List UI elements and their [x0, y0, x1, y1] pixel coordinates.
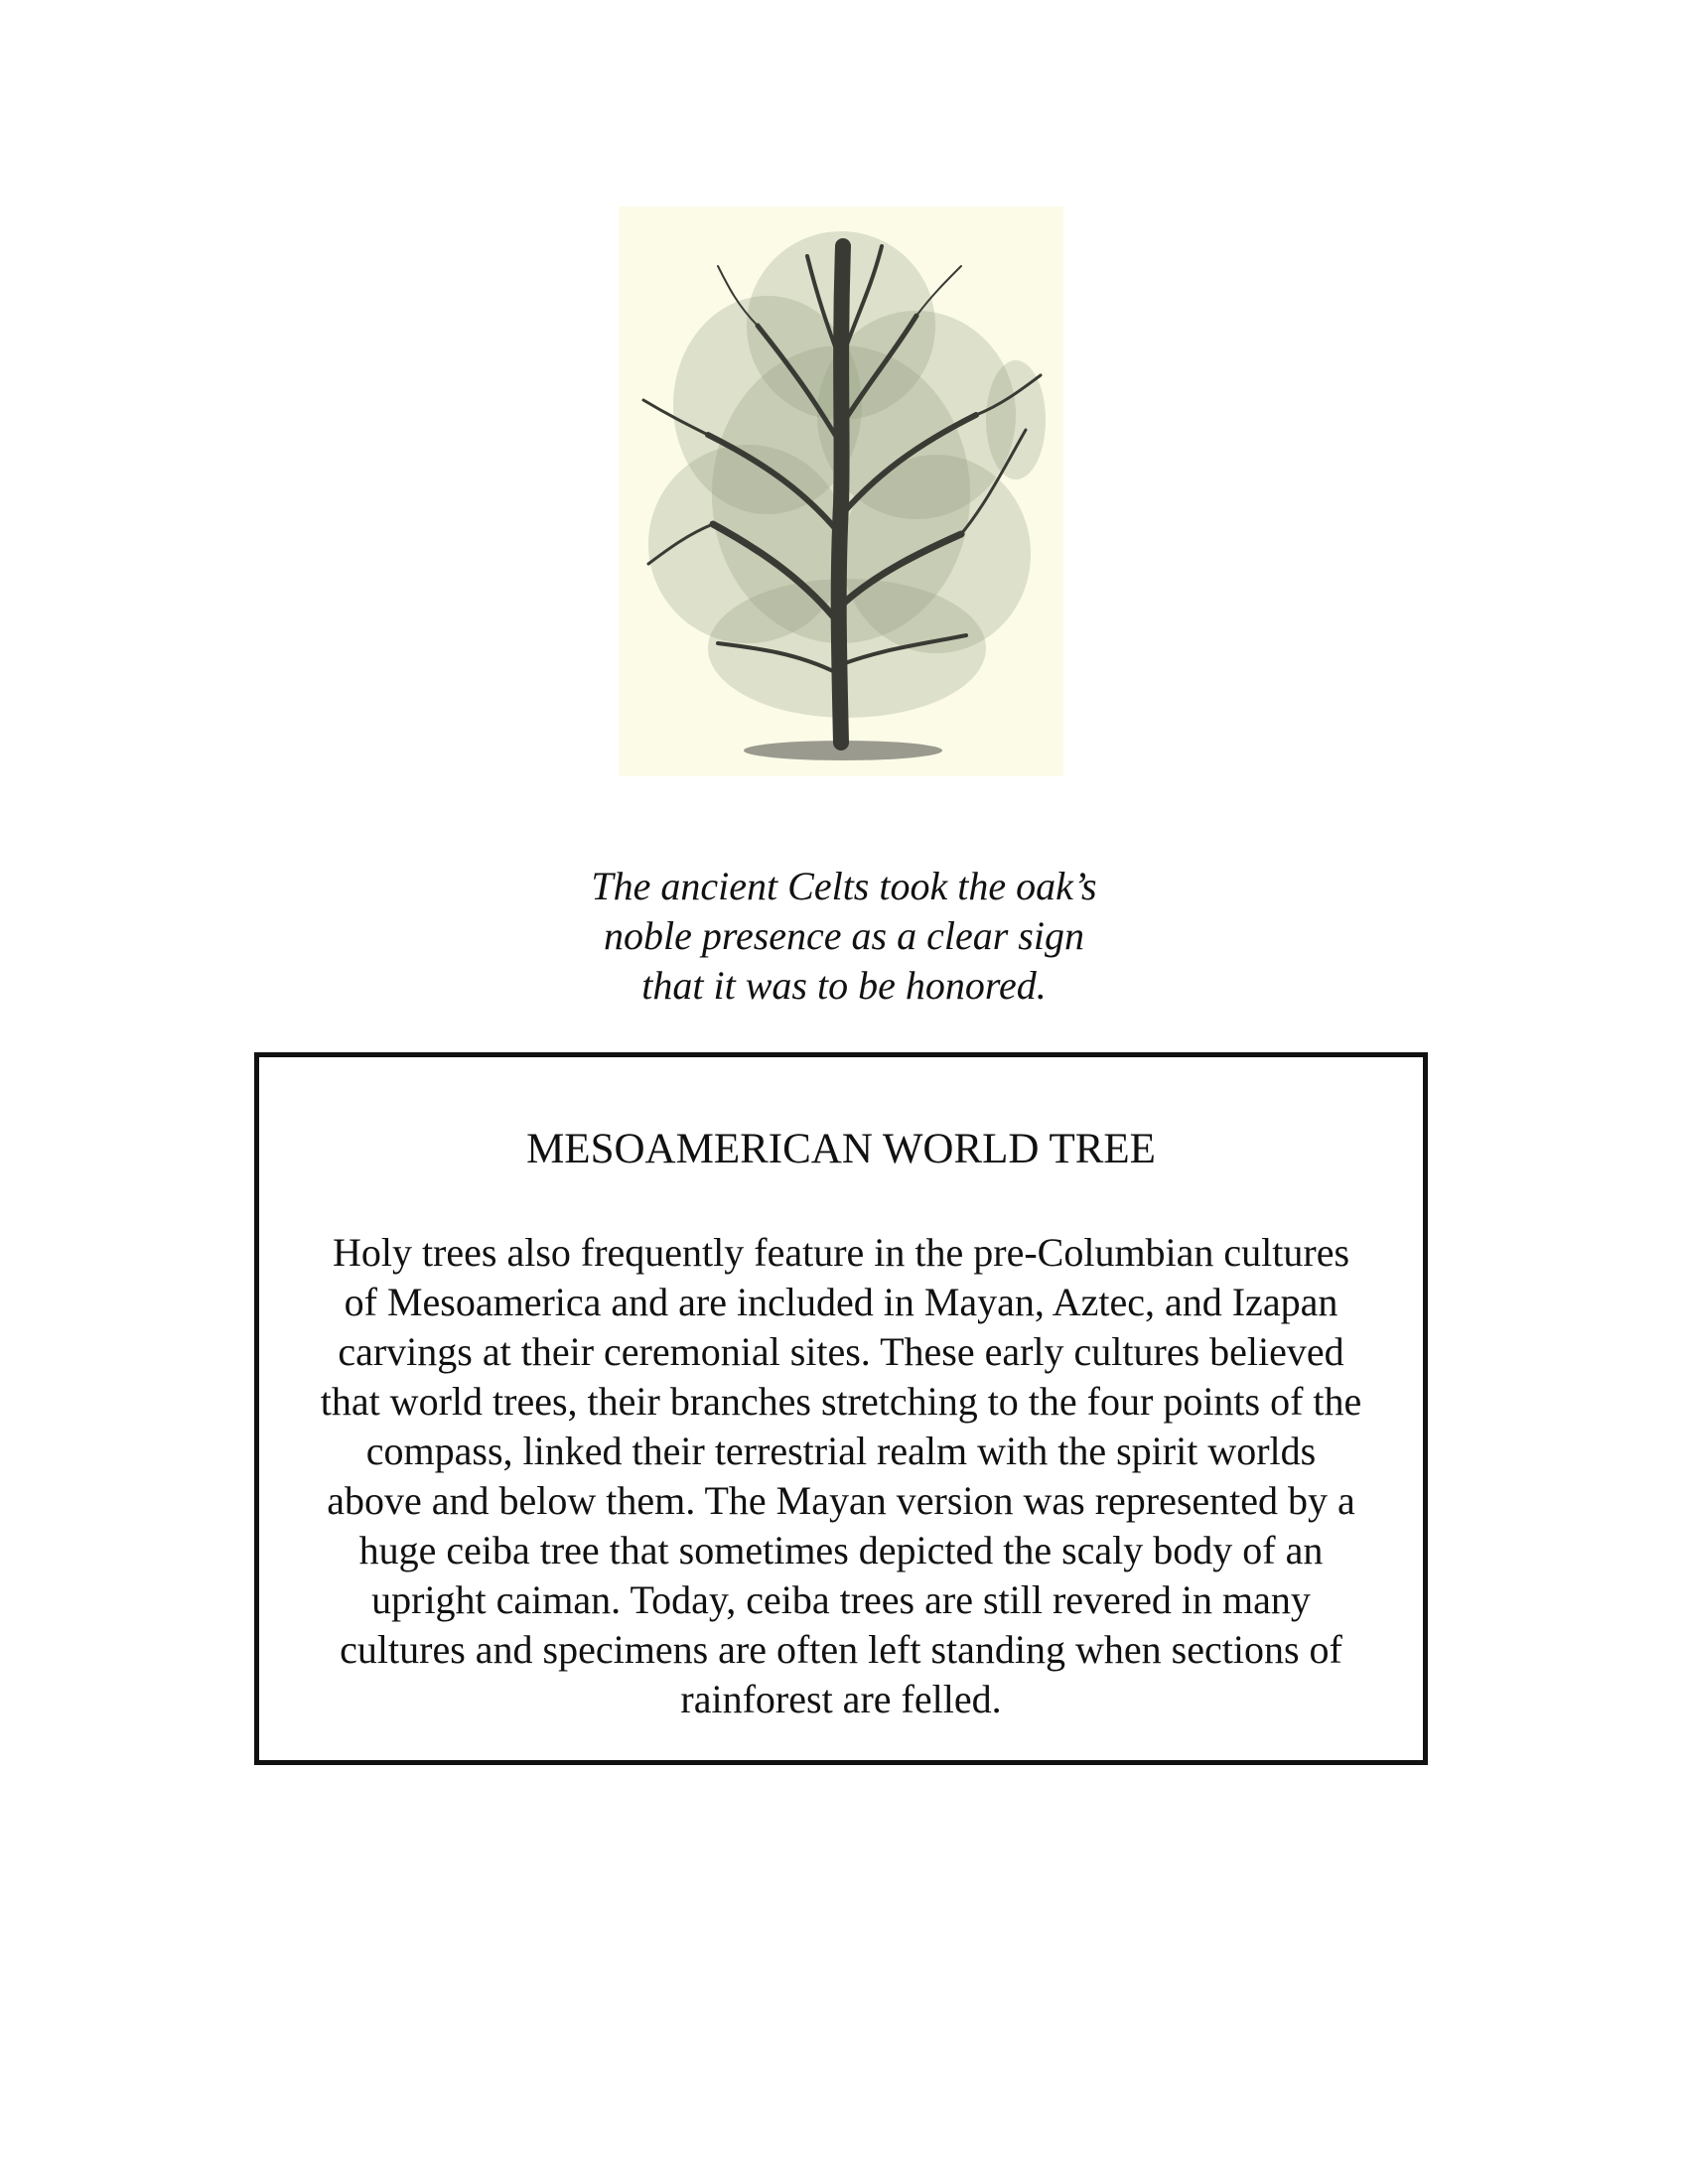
- body-line: upright caiman. Today, ceiba trees are still revered in many: [371, 1577, 1311, 1622]
- body-line: huge ceiba tree that sometimes depicted the scaly body of an: [358, 1528, 1324, 1572]
- tree-ground-shadow: [744, 741, 942, 760]
- caption-line: noble presence as a clear sign: [604, 913, 1084, 958]
- image-caption: [447, 862, 1241, 1011]
- body-line: rainforest are felled.: [680, 1677, 1002, 1721]
- tree-illustration: [619, 206, 1063, 776]
- body-line: of Mesoamerica and are included in Mayan, Aztec, and Izapan: [344, 1280, 1338, 1324]
- caption-line: The ancient Celts took the oak’s: [591, 864, 1097, 908]
- sidebar-box: [254, 1052, 1428, 1765]
- body-line: Holy trees also frequently feature in the pre-Columbian cultures: [332, 1230, 1350, 1275]
- sidebar-body: [259, 1228, 1423, 1724]
- body-line: that world trees, their branches stretching to the four points of the: [320, 1379, 1362, 1424]
- body-line: cultures and specimens are often left standing when sections of: [340, 1627, 1342, 1672]
- body-line: above and below them. The Mayan version was represented by a: [327, 1478, 1355, 1523]
- sidebar-title: MESOAMERICAN WORLD TREE: [526, 1126, 1156, 1172]
- oak-tree-drawing: [619, 206, 1063, 776]
- body-line: carvings at their ceremonial sites. These early cultures believed: [338, 1329, 1344, 1374]
- caption-line: that it was to be honored.: [641, 963, 1047, 1008]
- body-line: compass, linked their terrestrial realm with the spirit worlds: [365, 1429, 1317, 1473]
